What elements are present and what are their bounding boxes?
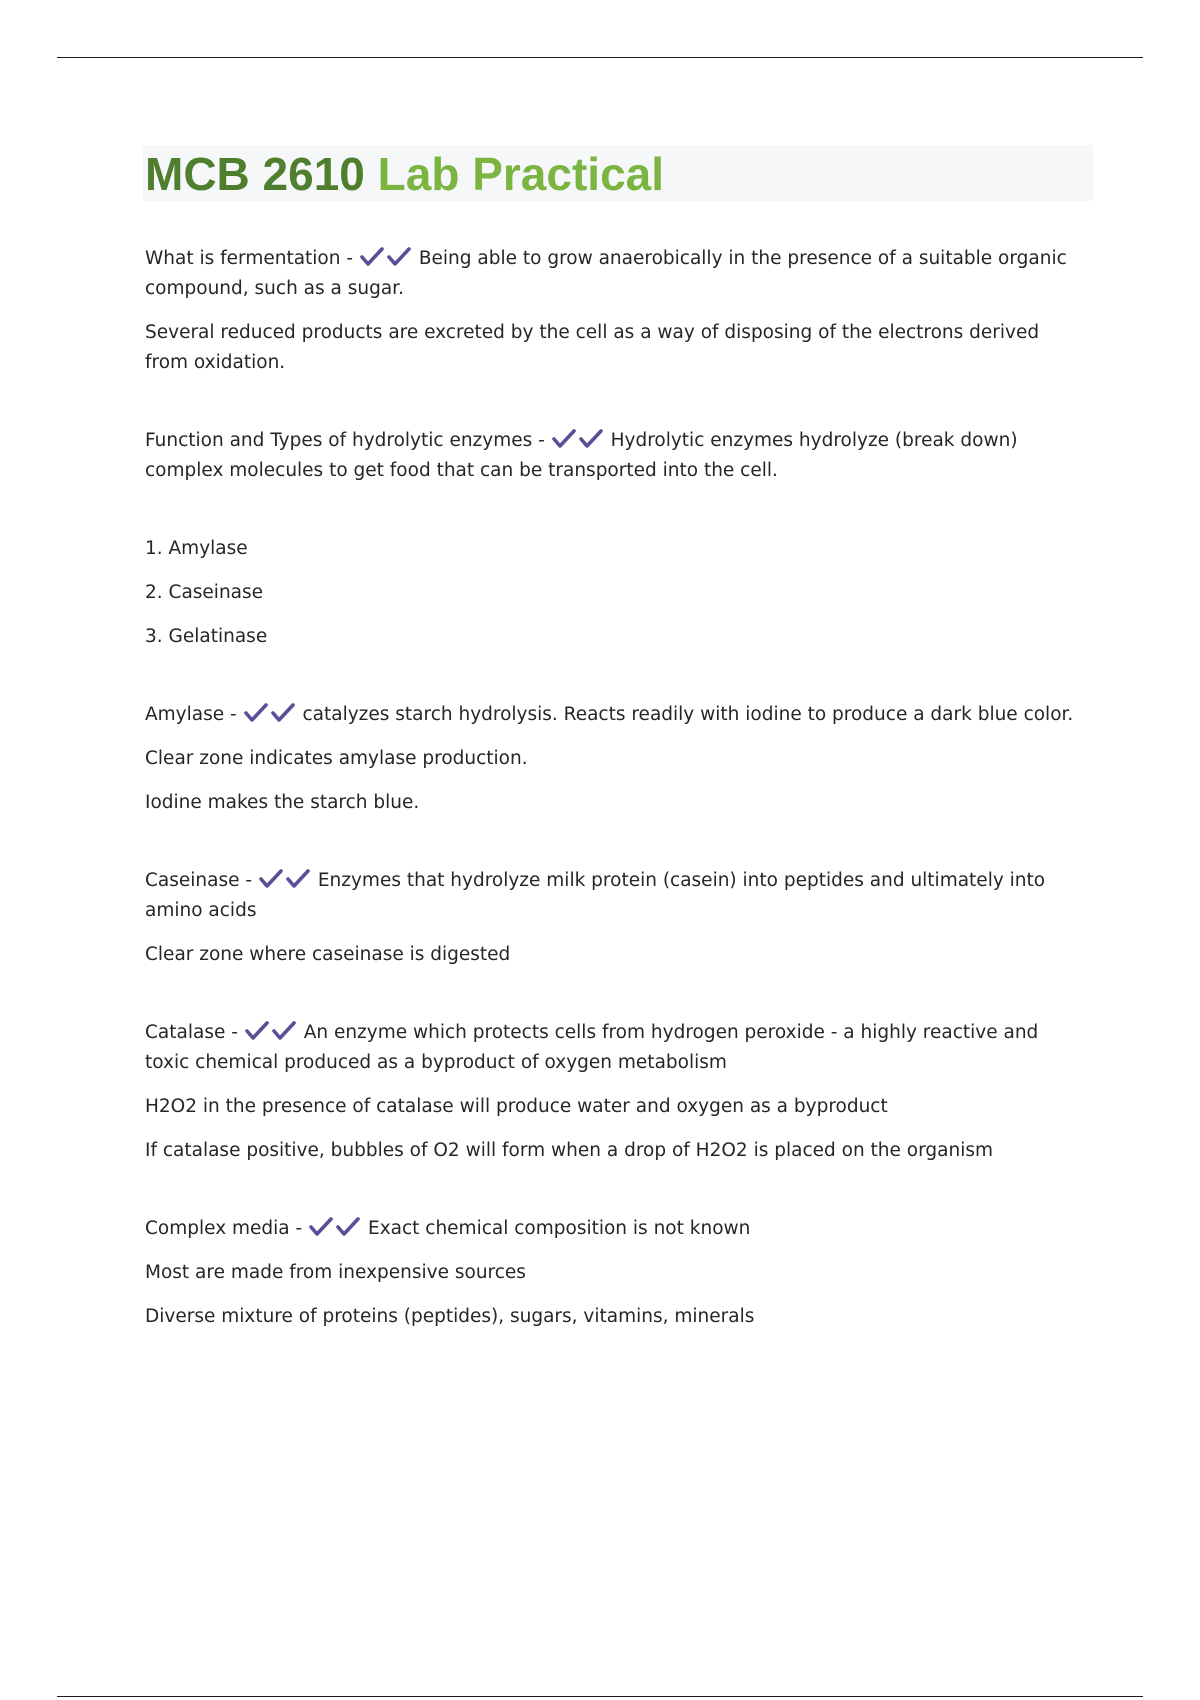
qa-detail: Most are made from inexpensive sources xyxy=(145,1262,526,1283)
document-body xyxy=(145,244,1085,1332)
check-icon xyxy=(335,1216,362,1238)
qa-term: Amylase - xyxy=(145,704,237,725)
qa-detail: Diverse mixture of proteins (peptides), sugars, vitamins, minerals xyxy=(145,1306,755,1327)
enzyme-list xyxy=(145,534,1085,652)
qa-question xyxy=(145,1214,1085,1244)
qa-answer: Enzymes that hydrolyze milk protein (casein) into peptides and ultimately into amino acids xyxy=(145,870,1046,921)
qa-question xyxy=(145,700,1085,730)
check-icon xyxy=(270,702,297,724)
qa-entry xyxy=(145,700,1085,818)
qa-detail: Clear zone indicates amylase production. xyxy=(145,748,528,769)
document-title xyxy=(145,146,664,202)
check-icon xyxy=(551,428,578,450)
check-icon xyxy=(271,1020,298,1042)
qa-term: Caseinase - xyxy=(145,870,253,891)
qa-term: Catalase - xyxy=(145,1022,238,1043)
qa-entry xyxy=(145,1214,1085,1332)
check-icon xyxy=(258,868,285,890)
list-item: 2. Caseinase xyxy=(145,582,264,603)
qa-question xyxy=(145,244,1085,304)
qa-term: Function and Types of hydrolytic enzymes - xyxy=(145,430,545,451)
check-icon xyxy=(244,1020,271,1042)
footer-rule xyxy=(57,1696,1143,1697)
check-icon xyxy=(386,246,413,268)
list-item: 3. Gelatinase xyxy=(145,626,268,647)
check-icon xyxy=(578,428,605,450)
title-subject: Lab Practical xyxy=(377,148,665,200)
qa-detail: Several reduced products are excreted by the cell as a way of disposing of the electrons derived from oxidation. xyxy=(145,322,1040,373)
qa-detail: H2O2 in the presence of catalase will produce water and oxygen as a byproduct xyxy=(145,1096,888,1117)
qa-answer: catalyzes starch hydrolysis. Reacts readily with iodine to produce a dark blue color. xyxy=(302,704,1074,725)
header-rule xyxy=(57,57,1143,58)
qa-answer: Being able to grow anaerobically in the presence of a suitable organic compound, such as a sugar. xyxy=(145,248,1067,299)
qa-answer: Hydrolytic enzymes hydrolyze (break down) complex molecules to get food that can be transported into the cell. xyxy=(145,430,1018,481)
check-icon xyxy=(243,702,270,724)
qa-answer: An enzyme which protects cells from hydrogen peroxide - a highly reactive and toxic chemical produced as a byproduct of oxygen metabolism xyxy=(145,1022,1039,1073)
check-icon xyxy=(359,246,386,268)
list-item: 1. Amylase xyxy=(145,538,248,559)
qa-question xyxy=(145,426,1085,486)
qa-term: What is fermentation - xyxy=(145,248,354,269)
check-icon xyxy=(285,868,312,890)
qa-entry xyxy=(145,426,1085,652)
qa-entry xyxy=(145,244,1085,378)
qa-answer: Exact chemical composition is not known xyxy=(368,1218,751,1239)
title-course-code: MCB 2610 xyxy=(145,148,365,200)
qa-entry xyxy=(145,866,1085,970)
qa-detail: If catalase positive, bubbles of O2 will form when a drop of H2O2 is placed on the organism xyxy=(145,1140,993,1161)
qa-detail: Iodine makes the starch blue. xyxy=(145,792,420,813)
check-icon xyxy=(308,1216,335,1238)
qa-term: Complex media - xyxy=(145,1218,303,1239)
qa-question xyxy=(145,866,1085,926)
qa-entry xyxy=(145,1018,1085,1166)
qa-detail: Clear zone where caseinase is digested xyxy=(145,944,511,965)
qa-question xyxy=(145,1018,1085,1078)
